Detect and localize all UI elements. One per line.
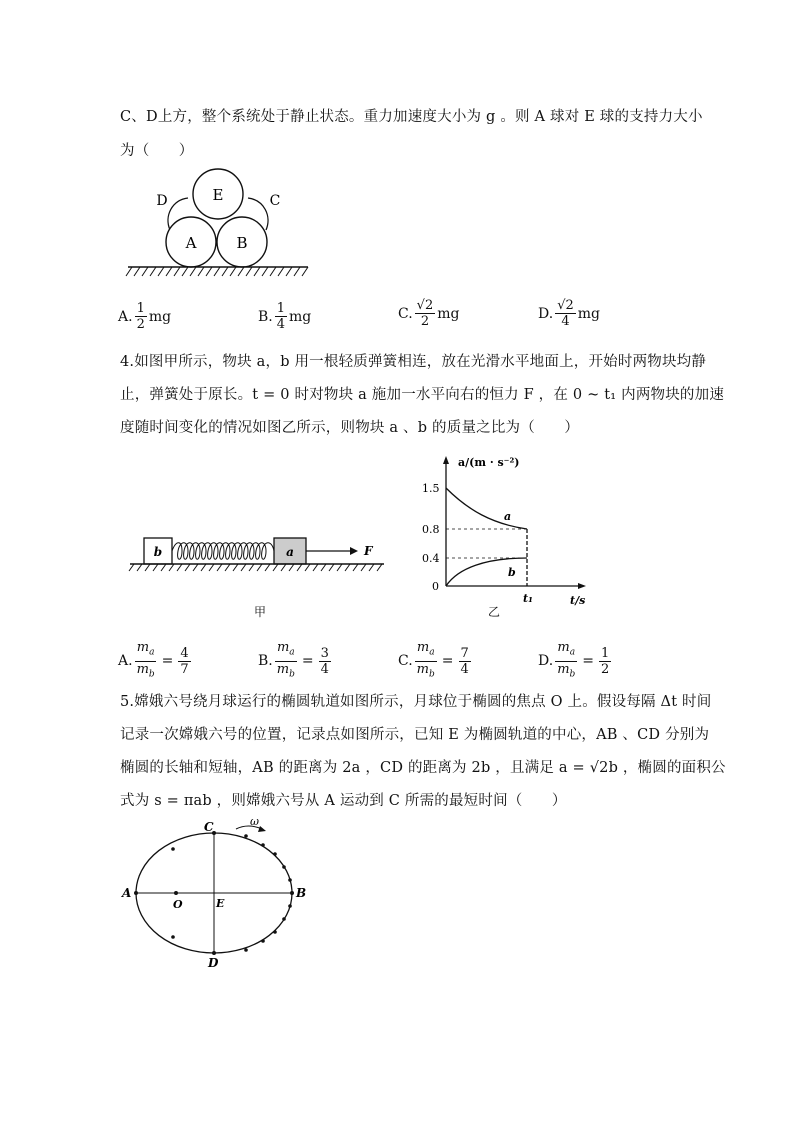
curve-a-label: a: [504, 510, 512, 523]
orbit-label-D: D: [208, 956, 219, 970]
q3-option-c[interactable]: C. $\frac{√2}{2}$ mg: [398, 298, 460, 329]
fraction: $\frac{1}{2}$: [136, 301, 145, 332]
q3-text-line2: 为（ ）: [120, 143, 194, 159]
label-A: A: [185, 234, 197, 252]
q4-option-b[interactable]: B. $\frac{m_a}{m_b}$ = $\frac{3}{4}$: [258, 640, 329, 680]
fraction: $\frac{1}{4}$: [276, 301, 286, 332]
label-D: D: [156, 193, 168, 209]
q3-option-a[interactable]: A. $\frac{1}{2}$ mg: [118, 301, 172, 332]
block-b-label: b: [153, 545, 163, 559]
q4-option-a[interactable]: A. $\frac{m_a}{m_b}$ = $\frac{4}{7}$: [118, 640, 189, 680]
label-E: E: [212, 186, 224, 204]
q3-text-line1: C、D上方，整个系统处于静止状态。重力加速度大小为 g 。则 A 球对 E 球的支持力大小: [120, 109, 703, 125]
origin-label: 0: [432, 580, 439, 593]
orbit-label-A: A: [122, 886, 132, 900]
q3-spheres-figure: [120, 168, 320, 280]
q4-option-d[interactable]: D. $\frac{m_a}{m_b}$ = $\frac{1}{2}$: [538, 640, 610, 680]
force-label: F: [364, 544, 373, 558]
q4-text-line3: 度随时间变化的情况如图乙所示，则物块 a 、b 的质量之比为（ ）: [120, 420, 580, 436]
q4-text-line2: 止，弹簧处于原长。t = 0 时对物块 a 施加一水平向右的恒力 F ，在 0 ~ t₁ 内两物块的加速: [120, 387, 725, 403]
fraction: $\frac{√2}{2}$: [416, 298, 434, 329]
x-axis-label: t/s: [570, 594, 586, 607]
q5-text-line1: 5.嫦娥六号绕月球运行的椭圆轨道如图所示，月球位于椭圆的焦点 O 上。假设每隔 Δt 时间: [120, 694, 712, 710]
ytick-0-4: 0.4: [422, 552, 440, 565]
q3-option-d[interactable]: D. $\frac{√2}{4}$ mg: [538, 298, 600, 329]
orbit-label-O: O: [173, 898, 183, 911]
fig-yi-caption: 乙: [488, 605, 501, 619]
orbit-label-B: B: [296, 886, 307, 900]
q5-text-line4: 式为 s = πab ，则嫦娥六号从 A 运动到 C 所需的最短时间（ ）: [120, 793, 567, 809]
y-axis-label: a/(m · s⁻²): [458, 456, 520, 469]
q5-text-line3: 椭圆的长轴和短轴，AB 的距离为 2a ，CD 的距离为 2b ，且满足 a = √2b ，椭圆的面积公: [120, 760, 726, 776]
omega-label: ω: [250, 817, 259, 828]
q4-spring-figure: [128, 528, 388, 578]
orbit-label-C: C: [204, 820, 214, 834]
q5-orbit-figure: [118, 817, 318, 972]
fig-jia-caption: 甲: [254, 605, 267, 619]
q4-acceleration-graph: [418, 452, 598, 622]
ytick-0-8: 0.8: [422, 523, 440, 536]
q4-option-c[interactable]: C. $\frac{m_a}{m_b}$ = $\frac{7}{4}$: [398, 640, 469, 680]
curve-b-label: b: [508, 566, 516, 579]
q4-text-line1: 4.如图甲所示，物块 a，b 用一根轻质弹簧相连，放在光滑水平地面上，开始时两物块均静: [120, 354, 707, 370]
block-a-label: a: [286, 545, 294, 559]
label-C: C: [269, 193, 281, 209]
q3-option-b[interactable]: B. $\frac{1}{4}$ mg: [258, 301, 312, 332]
t1-label: t₁: [523, 592, 533, 605]
label-B: B: [236, 234, 248, 252]
orbit-label-E: E: [216, 897, 225, 910]
ytick-1-5: 1.5: [422, 482, 440, 495]
fraction: $\frac{√2}{4}$: [557, 298, 574, 329]
q5-text-line2: 记录一次嫦娥六号的位置，记录点如图所示，已知 E 为椭圆轨道的中心，AB 、CD 分别为: [120, 727, 710, 743]
